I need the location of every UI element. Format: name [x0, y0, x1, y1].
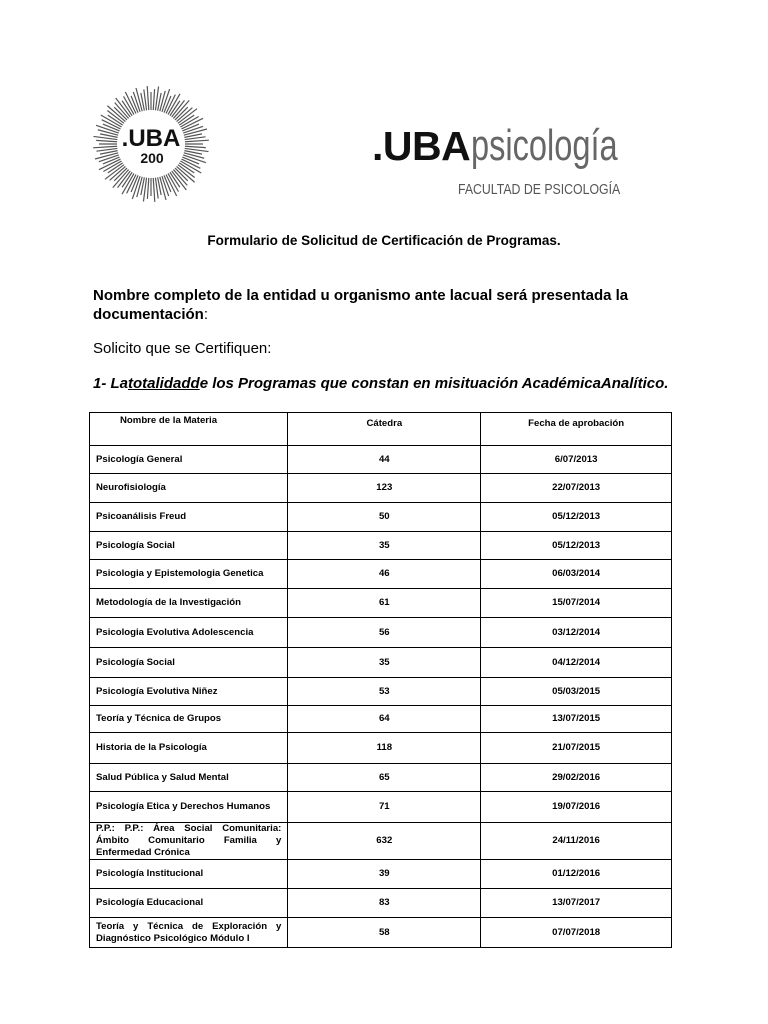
cell-subject: Psicologia Evolutiva Adolescencia [90, 618, 288, 648]
cell-subject: Historia de la Psicología [90, 733, 288, 764]
cell-approval-date: 06/03/2014 [481, 560, 672, 589]
cell-approval-date: 01/12/2016 [481, 860, 672, 889]
cell-subject: Metodología de la Investigación [90, 589, 288, 618]
cell-approval-date: 03/12/2014 [481, 618, 672, 648]
cell-chair: 61 [288, 589, 481, 618]
table-row [90, 706, 672, 733]
request-item-1-underlined: totalidadd [128, 375, 200, 392]
cell-approval-date: 13/07/2015 [481, 706, 672, 733]
sunburst-ray [153, 178, 155, 202]
cell-subject: Psicoanálisis Freud [90, 503, 288, 532]
cell-chair: 71 [288, 792, 481, 823]
table-row [90, 764, 672, 792]
cell-approval-date: 29/02/2016 [481, 764, 672, 792]
sunburst-ray [185, 140, 209, 142]
courses-table-body [90, 446, 672, 948]
cell-approval-date: 13/07/2017 [481, 889, 672, 918]
cell-subject: P.P.: P.P.: Área Social Comunitaria: Ámbito Comunitario Familia y Enfermedad Crónica [90, 823, 288, 860]
entity-label [93, 286, 653, 324]
cell-chair: 123 [288, 474, 481, 503]
cell-approval-date: 05/12/2013 [481, 532, 672, 560]
brand-psicologia-text: psicología [471, 121, 618, 170]
table-row [90, 792, 672, 823]
cell-chair: 65 [288, 764, 481, 792]
cell-subject: Psicología Social [90, 532, 288, 560]
table-row [90, 503, 672, 532]
table-row [90, 532, 672, 560]
cell-subject: Salud Pública y Salud Mental [90, 764, 288, 792]
cell-subject: Teoría y Técnica de Grupos [90, 706, 288, 733]
cell-subject: Psicología Institucional [90, 860, 288, 889]
cell-subject: Psicología Evolutiva Niñez [90, 678, 288, 706]
cell-subject: Psicología Educacional [90, 889, 288, 918]
uba-psicologia-logo [372, 121, 642, 204]
cell-chair: 58 [288, 918, 481, 948]
sunburst-ray [153, 89, 154, 110]
sunburst-ray [147, 178, 148, 199]
cell-approval-date: 15/07/2014 [481, 589, 672, 618]
cell-chair: 35 [288, 532, 481, 560]
cell-subject: Psicología Social [90, 648, 288, 678]
cell-chair: 56 [288, 618, 481, 648]
sunburst-ray [96, 140, 117, 141]
table-row [90, 889, 672, 918]
table-row [90, 860, 672, 889]
brand-subtitle: FACULTAD DE PSICOLOGÍA [458, 181, 621, 198]
cell-chair: 83 [288, 889, 481, 918]
request-item-1-prefix: 1- La [93, 375, 129, 392]
sunburst-ray [185, 146, 206, 147]
cell-subject: Neurofisiología [90, 474, 288, 503]
cell-approval-date: 6/07/2013 [481, 446, 672, 474]
entity-label-text: Nombre completo de la entidad u organismo ante lacual será presentada la documentación [93, 287, 629, 323]
cell-chair: 50 [288, 503, 481, 532]
cell-approval-date: 07/07/2018 [481, 918, 672, 948]
cell-chair: 44 [288, 446, 481, 474]
request-label: Solicito que se Certifiquen: [93, 340, 272, 357]
sunburst-ray [147, 86, 149, 110]
cell-chair: 118 [288, 733, 481, 764]
cell-approval-date: 24/11/2016 [481, 823, 672, 860]
courses-table [89, 412, 672, 948]
sunburst-ray [93, 146, 117, 148]
request-item-1-suffix: e los Programas que constan en misituación AcadémicaAnalítico. [199, 375, 669, 392]
cell-chair: 632 [288, 823, 481, 860]
header-subject: Nombre de la Materia [90, 413, 288, 446]
uba-200-logo-number: 200 [140, 150, 164, 166]
cell-approval-date: 05/12/2013 [481, 503, 672, 532]
cell-subject: Psicología General [90, 446, 288, 474]
uba-200-logo-text: .UBA [121, 125, 181, 152]
header-approval-date: Fecha de aprobación [481, 413, 672, 446]
document-title: Formulario de Solicitud de Certificación de Programas. [207, 233, 561, 248]
request-item-1 [93, 375, 668, 392]
cell-chair: 53 [288, 678, 481, 706]
table-row [90, 678, 672, 706]
table-row [90, 648, 672, 678]
cell-approval-date: 04/12/2014 [481, 648, 672, 678]
table-header-row [90, 413, 672, 446]
cell-approval-date: 21/07/2015 [481, 733, 672, 764]
cell-subject: Psicología Etica y Derechos Humanos [90, 792, 288, 823]
table-row [90, 560, 672, 589]
cell-chair: 35 [288, 648, 481, 678]
cell-approval-date: 22/07/2013 [481, 474, 672, 503]
table-row [90, 823, 672, 860]
cell-chair: 46 [288, 560, 481, 589]
table-row [90, 446, 672, 474]
cell-subject: Psicologia y Epistemologia Genetica [90, 560, 288, 589]
brand-uba-text: .UBA [372, 123, 471, 169]
entity-label-colon: : [203, 306, 209, 323]
table-row [90, 918, 672, 948]
table-row [90, 618, 672, 648]
header-chair: Cátedra [288, 413, 481, 446]
cell-approval-date: 05/03/2015 [481, 678, 672, 706]
table-row [90, 733, 672, 764]
cell-subject: Teoría y Técnica de Exploración y Diagnóstico Psicológico Módulo I [90, 918, 288, 948]
table-row [90, 474, 672, 503]
cell-chair: 64 [288, 706, 481, 733]
cell-approval-date: 19/07/2016 [481, 792, 672, 823]
table-row [90, 589, 672, 618]
cell-chair: 39 [288, 860, 481, 889]
uba-200-logo [86, 86, 216, 202]
